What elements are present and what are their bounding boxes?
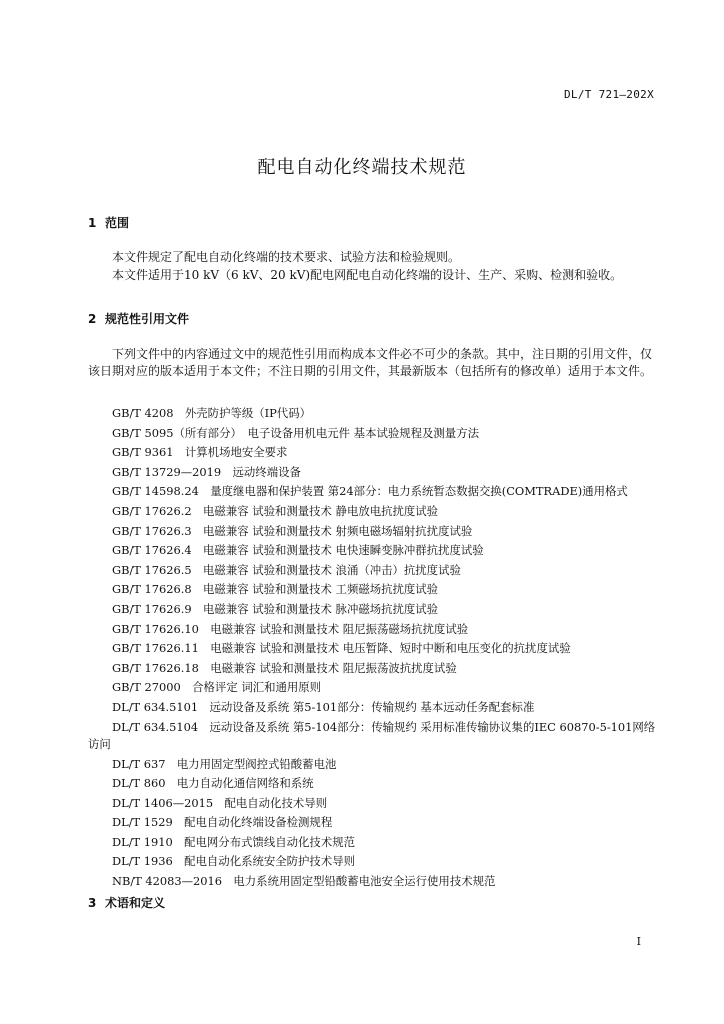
reference-item: GB/T 17626.2 电磁兼容 试验和测量技术 静电放电抗扰度试验 bbox=[112, 503, 439, 518]
reference-item: GB/T 14598.24 量度继电器和保护装置 第24部分：电力系统暂态数据交换(COMTRADE)通用格式 bbox=[112, 484, 628, 499]
section-heading-terms-definitions bbox=[88, 894, 165, 911]
reference-item: GB/T 17626.10 电磁兼容 试验和测量技术 阻尼振荡磁场抗扰度试验 bbox=[112, 621, 469, 636]
reference-item: GB/T 17626.5 电磁兼容 试验和测量技术 浪涌（冲击）抗扰度试验 bbox=[112, 562, 461, 577]
reference-item: GB/T 27000 合格评定 词汇和通用原则 bbox=[112, 680, 322, 695]
scope-paragraph: 本文件规定了配电自动化终端的技术要求、试验方法和检验规则。 bbox=[112, 250, 461, 264]
section-number: 3 bbox=[88, 896, 97, 910]
section-title: 范围 bbox=[105, 216, 130, 230]
section-number: 2 bbox=[88, 312, 97, 326]
reference-item: DL/T 634.5104 远动设备及系统 第5-104部分：传输规约 采用标准传输协议集的IEC 60870-5-101网络访问 bbox=[88, 719, 656, 751]
normative-intro-text: 下列文件中的内容通过文中的规范性引用而构成本文件必不可少的条款。其中，注日期的引用文件，仅该日期对应的版本适用于本文件；不注日期的引用文件，其最新版本（包括所有的修改单）适用于本文件。 bbox=[88, 347, 653, 378]
reference-list bbox=[88, 404, 658, 892]
page-number: I bbox=[636, 935, 641, 948]
reference-item: DL/T 860 电力自动化通信网络和系统 bbox=[112, 776, 314, 791]
section-title: 术语和定义 bbox=[105, 896, 166, 910]
document-code: DL/T 721—202X bbox=[564, 88, 654, 101]
reference-item: DL/T 1910 配电网分布式馈线自动化技术规范 bbox=[112, 834, 355, 849]
reference-item: GB/T 17626.3 电磁兼容 试验和测量技术 射频电磁场辐射抗扰度试验 bbox=[112, 523, 473, 538]
reference-item: NB/T 42083—2016 电力系统用固定型铅酸蓄电池安全运行使用技术规范 bbox=[112, 874, 496, 889]
reference-item: GB/T 9361 计算机场地安全要求 bbox=[112, 445, 288, 460]
reference-item: GB/T 5095（所有部分） 电子设备用机电元件 基本试验规程及测量方法 bbox=[112, 425, 479, 440]
reference-item: GB/T 4208 外壳防护等级（IP代码） bbox=[112, 406, 311, 420]
reference-item: DL/T 1406—2015 配电自动化技术导则 bbox=[112, 795, 328, 810]
reference-item: DL/T 634.5101 远动设备及系统 第5-101部分：传输规约 基本远动任务配套标准 bbox=[112, 699, 535, 714]
section-heading-normative-references bbox=[88, 310, 189, 327]
reference-item: GB/T 17626.11 电磁兼容 试验和测量技术 电压暂降、短时中断和电压变化的抗扰度试验 bbox=[112, 641, 571, 656]
document-title: 配电自动化终端技术规范 bbox=[257, 157, 467, 178]
section-heading-scope bbox=[88, 214, 129, 231]
reference-item: GB/T 13729—2019 远动终端设备 bbox=[112, 464, 301, 479]
reference-item: DL/T 1936 配电自动化系统安全防护技术导则 bbox=[112, 854, 355, 869]
reference-item: DL/T 637 电力用固定型阀控式铅酸蓄电池 bbox=[112, 756, 337, 771]
section-number: 1 bbox=[88, 216, 97, 230]
scope-paragraphs bbox=[88, 248, 658, 284]
section-title: 规范性引用文件 bbox=[105, 312, 190, 326]
reference-item: GB/T 17626.18 电磁兼容 试验和测量技术 阻尼振荡波抗扰度试验 bbox=[112, 660, 457, 675]
reference-item: GB/T 17626.4 电磁兼容 试验和测量技术 电快速瞬变脉冲群抗扰度试验 bbox=[112, 543, 484, 558]
reference-item: GB/T 17626.8 电磁兼容 试验和测量技术 工频磁场抗扰度试验 bbox=[112, 582, 439, 597]
scope-paragraph: 本文件适用于10 kV（6 kV、20 kV)配电网配电自动化终端的设计、生产、采购、检测和验收。 bbox=[112, 268, 623, 282]
reference-item: DL/T 1529 配电自动化终端设备检测规程 bbox=[112, 815, 333, 830]
normative-intro bbox=[88, 346, 658, 380]
reference-item: GB/T 17626.9 电磁兼容 试验和测量技术 脉冲磁场抗扰度试验 bbox=[112, 601, 439, 616]
